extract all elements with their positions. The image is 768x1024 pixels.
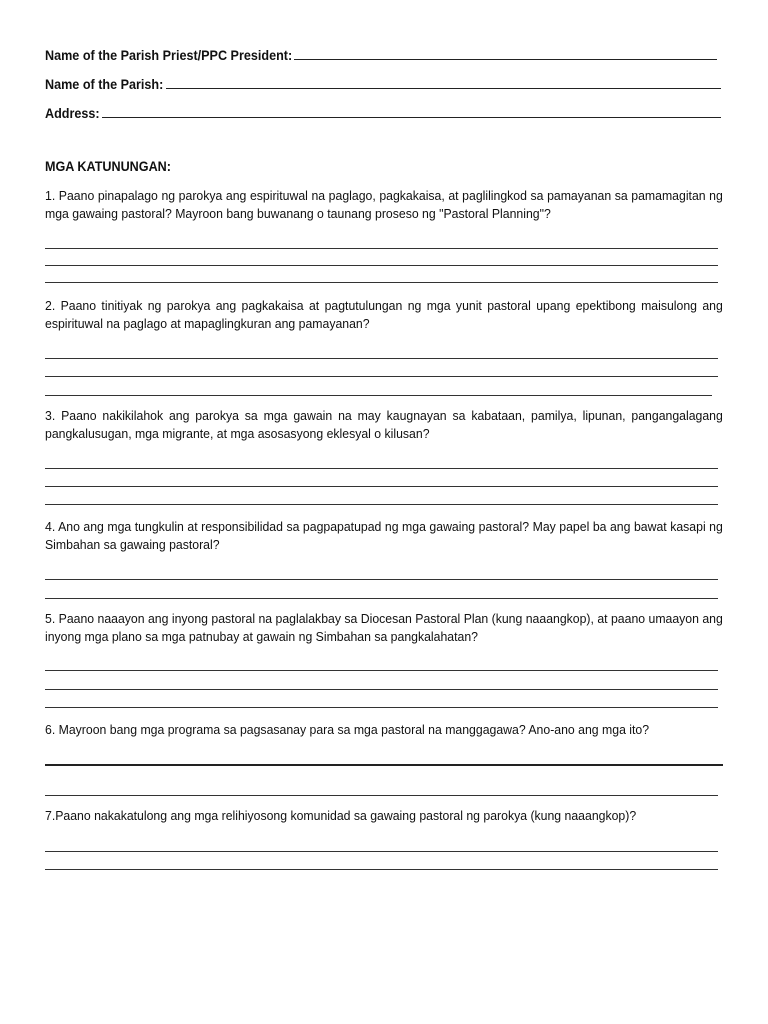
address-label: Address: (45, 105, 100, 121)
answer-line[interactable] (45, 707, 718, 708)
question-4-text: 4. Ano ang mga tungkulin at responsibilidad sa pagpapatupad ng mga gawaing pastoral? May papel ba ang bawat kasapi ng Simbahan sa gawaing pastoral? (45, 519, 723, 552)
answer-line[interactable] (45, 598, 718, 599)
question-1-text: 1. Paano pinapalago ng parokya ang espirituwal na paglago, pagkakaisa, at paglilingkod sa pamayanan sa pamamagitan ng mga gawaing pastoral? Mayroon bang buwanang o taunang proseso ng "Pastoral Planning"? (45, 188, 723, 221)
answer-line[interactable] (45, 468, 718, 469)
answer-line[interactable] (45, 689, 718, 690)
question-6 (45, 721, 723, 739)
answer-line[interactable] (45, 764, 723, 766)
question-5 (45, 610, 723, 646)
priest-president-label: Name of the Parish Priest/PPC President: (45, 47, 293, 63)
question-7-text: 7.Paano nakakatulong ang mga relihiyosong komunidad sa gawaing pastoral ng parokya (kung naaangkop)? (45, 808, 637, 823)
answer-line[interactable] (45, 579, 718, 580)
section-title: MGA KATUNUNGAN: (45, 158, 171, 174)
question-2-text: 2. Paano tinitiyak ng parokya ang pagkakaisa at pagtutulungan ng mga yunit pastoral upang epektibong maisulong ang espirituwal na paglago at mapaglingkuran ang pamayanan? (45, 298, 723, 331)
answer-line[interactable] (45, 851, 718, 852)
answer-line[interactable] (45, 504, 718, 505)
question-5-text: 5. Paano naaayon ang inyong pastoral na paglalakbay sa Diocesan Pastoral Plan (kung naaangkop), at paano umaayon ang inyong mga plano sa mga patnubay at gawain ng Simbahan sa pangkalahatan? (45, 611, 723, 644)
answer-line[interactable] (45, 795, 718, 796)
question-6-text: 6. Mayroon bang mga programa sa pagsasanay para sa mga pastoral na manggagawa? Ano-ano ang mga ito? (45, 722, 650, 737)
answer-line[interactable] (45, 358, 718, 359)
answer-line[interactable] (45, 869, 718, 870)
parish-name-line[interactable] (166, 88, 721, 89)
question-3-text: 3. Paano nakikilahok ang parokya sa mga gawain na may kaugnayan sa kabataan, pamilya, lipunan, pangangalagang pangkalusugan, mga migrante, at mga asosasyong eklesyal o kilusan? (45, 408, 723, 441)
question-7 (45, 807, 723, 825)
question-2 (45, 297, 723, 333)
answer-line[interactable] (45, 670, 718, 671)
answer-line[interactable] (45, 282, 718, 283)
question-4 (45, 518, 723, 554)
answer-line[interactable] (45, 265, 718, 266)
parish-name-field[interactable] (45, 74, 721, 92)
address-line[interactable] (102, 117, 721, 118)
question-3 (45, 407, 723, 443)
priest-president-field[interactable] (45, 45, 717, 63)
answer-line[interactable] (45, 376, 718, 377)
priest-president-line[interactable] (294, 59, 717, 60)
answer-line[interactable] (45, 395, 712, 396)
parish-name-label: Name of the Parish: (45, 76, 164, 92)
address-field[interactable] (45, 103, 721, 121)
answer-line[interactable] (45, 486, 718, 487)
answer-line[interactable] (45, 248, 718, 249)
question-1 (45, 187, 723, 223)
